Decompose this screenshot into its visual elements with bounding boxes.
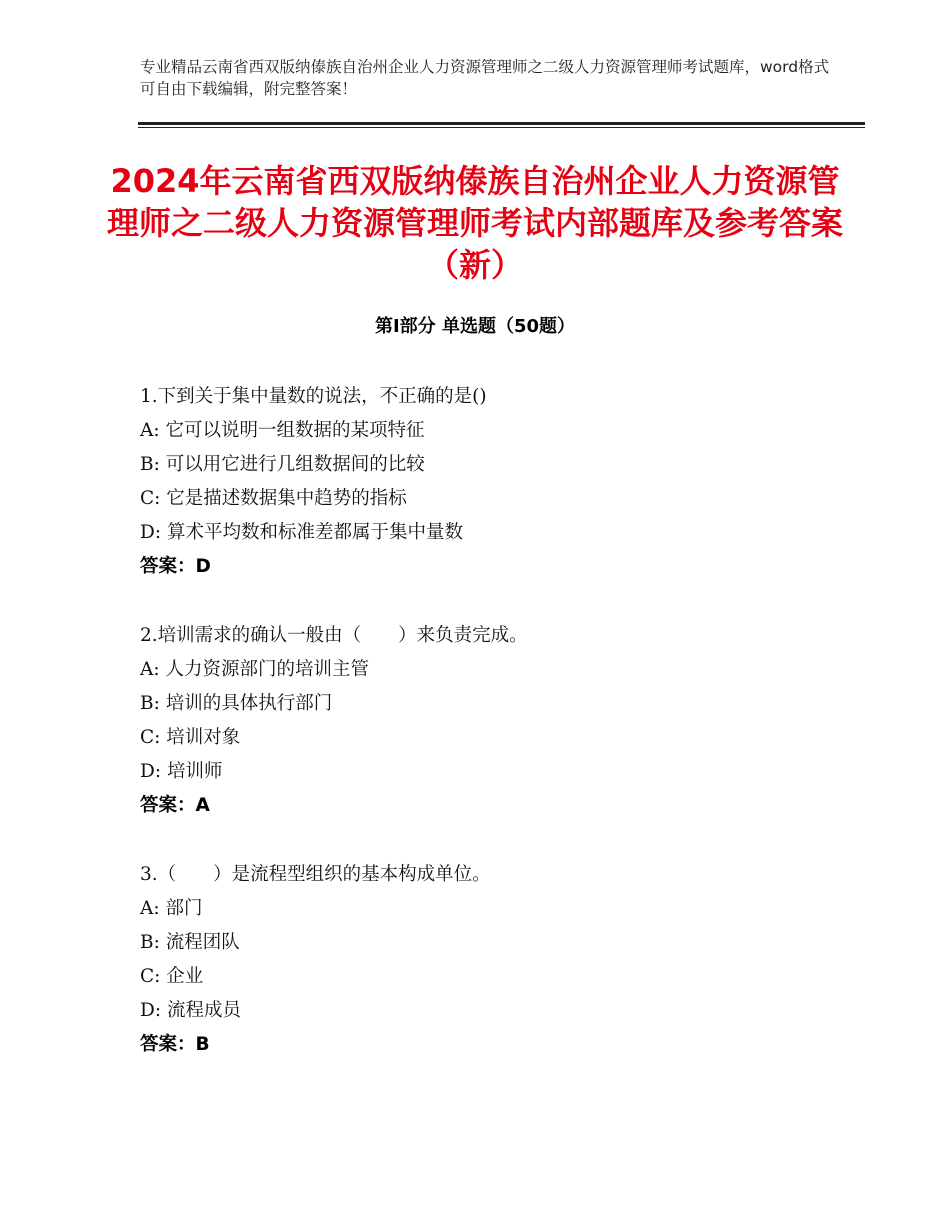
question-1 [140,380,860,584]
option-c: C: 企业 [140,966,204,987]
option-c: C: 它是描述数据集中趋势的指标 [140,488,407,509]
document-title: 2024年云南省西双版纳傣族自治州企业人力资源管理师之二级人力资源管理师考试内部题库及参考答案（新） [106,162,843,284]
option-a: A: 人力资源部门的培训主管 [140,659,369,680]
question-2 [140,619,860,823]
question-3 [140,858,860,1062]
option-b: B: 流程团队 [140,932,240,953]
option-d: D: 培训师 [140,761,223,782]
divider-thick-line [138,122,865,125]
option-a: A: 部门 [140,898,203,919]
option-d: D: 算术平均数和标准差都属于集中量数 [140,522,463,543]
option-c: C: 培训对象 [140,727,241,748]
question-stem: 2.培训需求的确认一般由（ ）来负责完成。 [140,625,528,646]
header-note: 专业精品云南省西双版纳傣族自治州企业人力资源管理师之二级人力资源管理师考试题库，word格式可自由下载编辑，附完整答案！ [140,58,830,98]
section-title: 第Ⅰ部分 单选题（50题） [374,316,575,337]
option-b: B: 可以用它进行几组数据间的比较 [140,454,425,475]
question-stem: 1.下到关于集中量数的说法，不正确的是() [140,386,487,407]
option-b: B: 培训的具体执行部门 [140,693,333,714]
option-a: A: 它可以说明一组数据的某项特征 [140,420,425,441]
option-d: D: 流程成员 [140,1000,241,1021]
header-divider [138,122,865,129]
answer-label: 答案：A [140,795,210,816]
divider-thin-line [138,127,865,128]
answer-label: 答案：B [140,1034,210,1055]
question-stem: 3.（ ）是流程型组织的基本构成单位。 [140,864,491,885]
answer-label: 答案：D [140,556,211,577]
